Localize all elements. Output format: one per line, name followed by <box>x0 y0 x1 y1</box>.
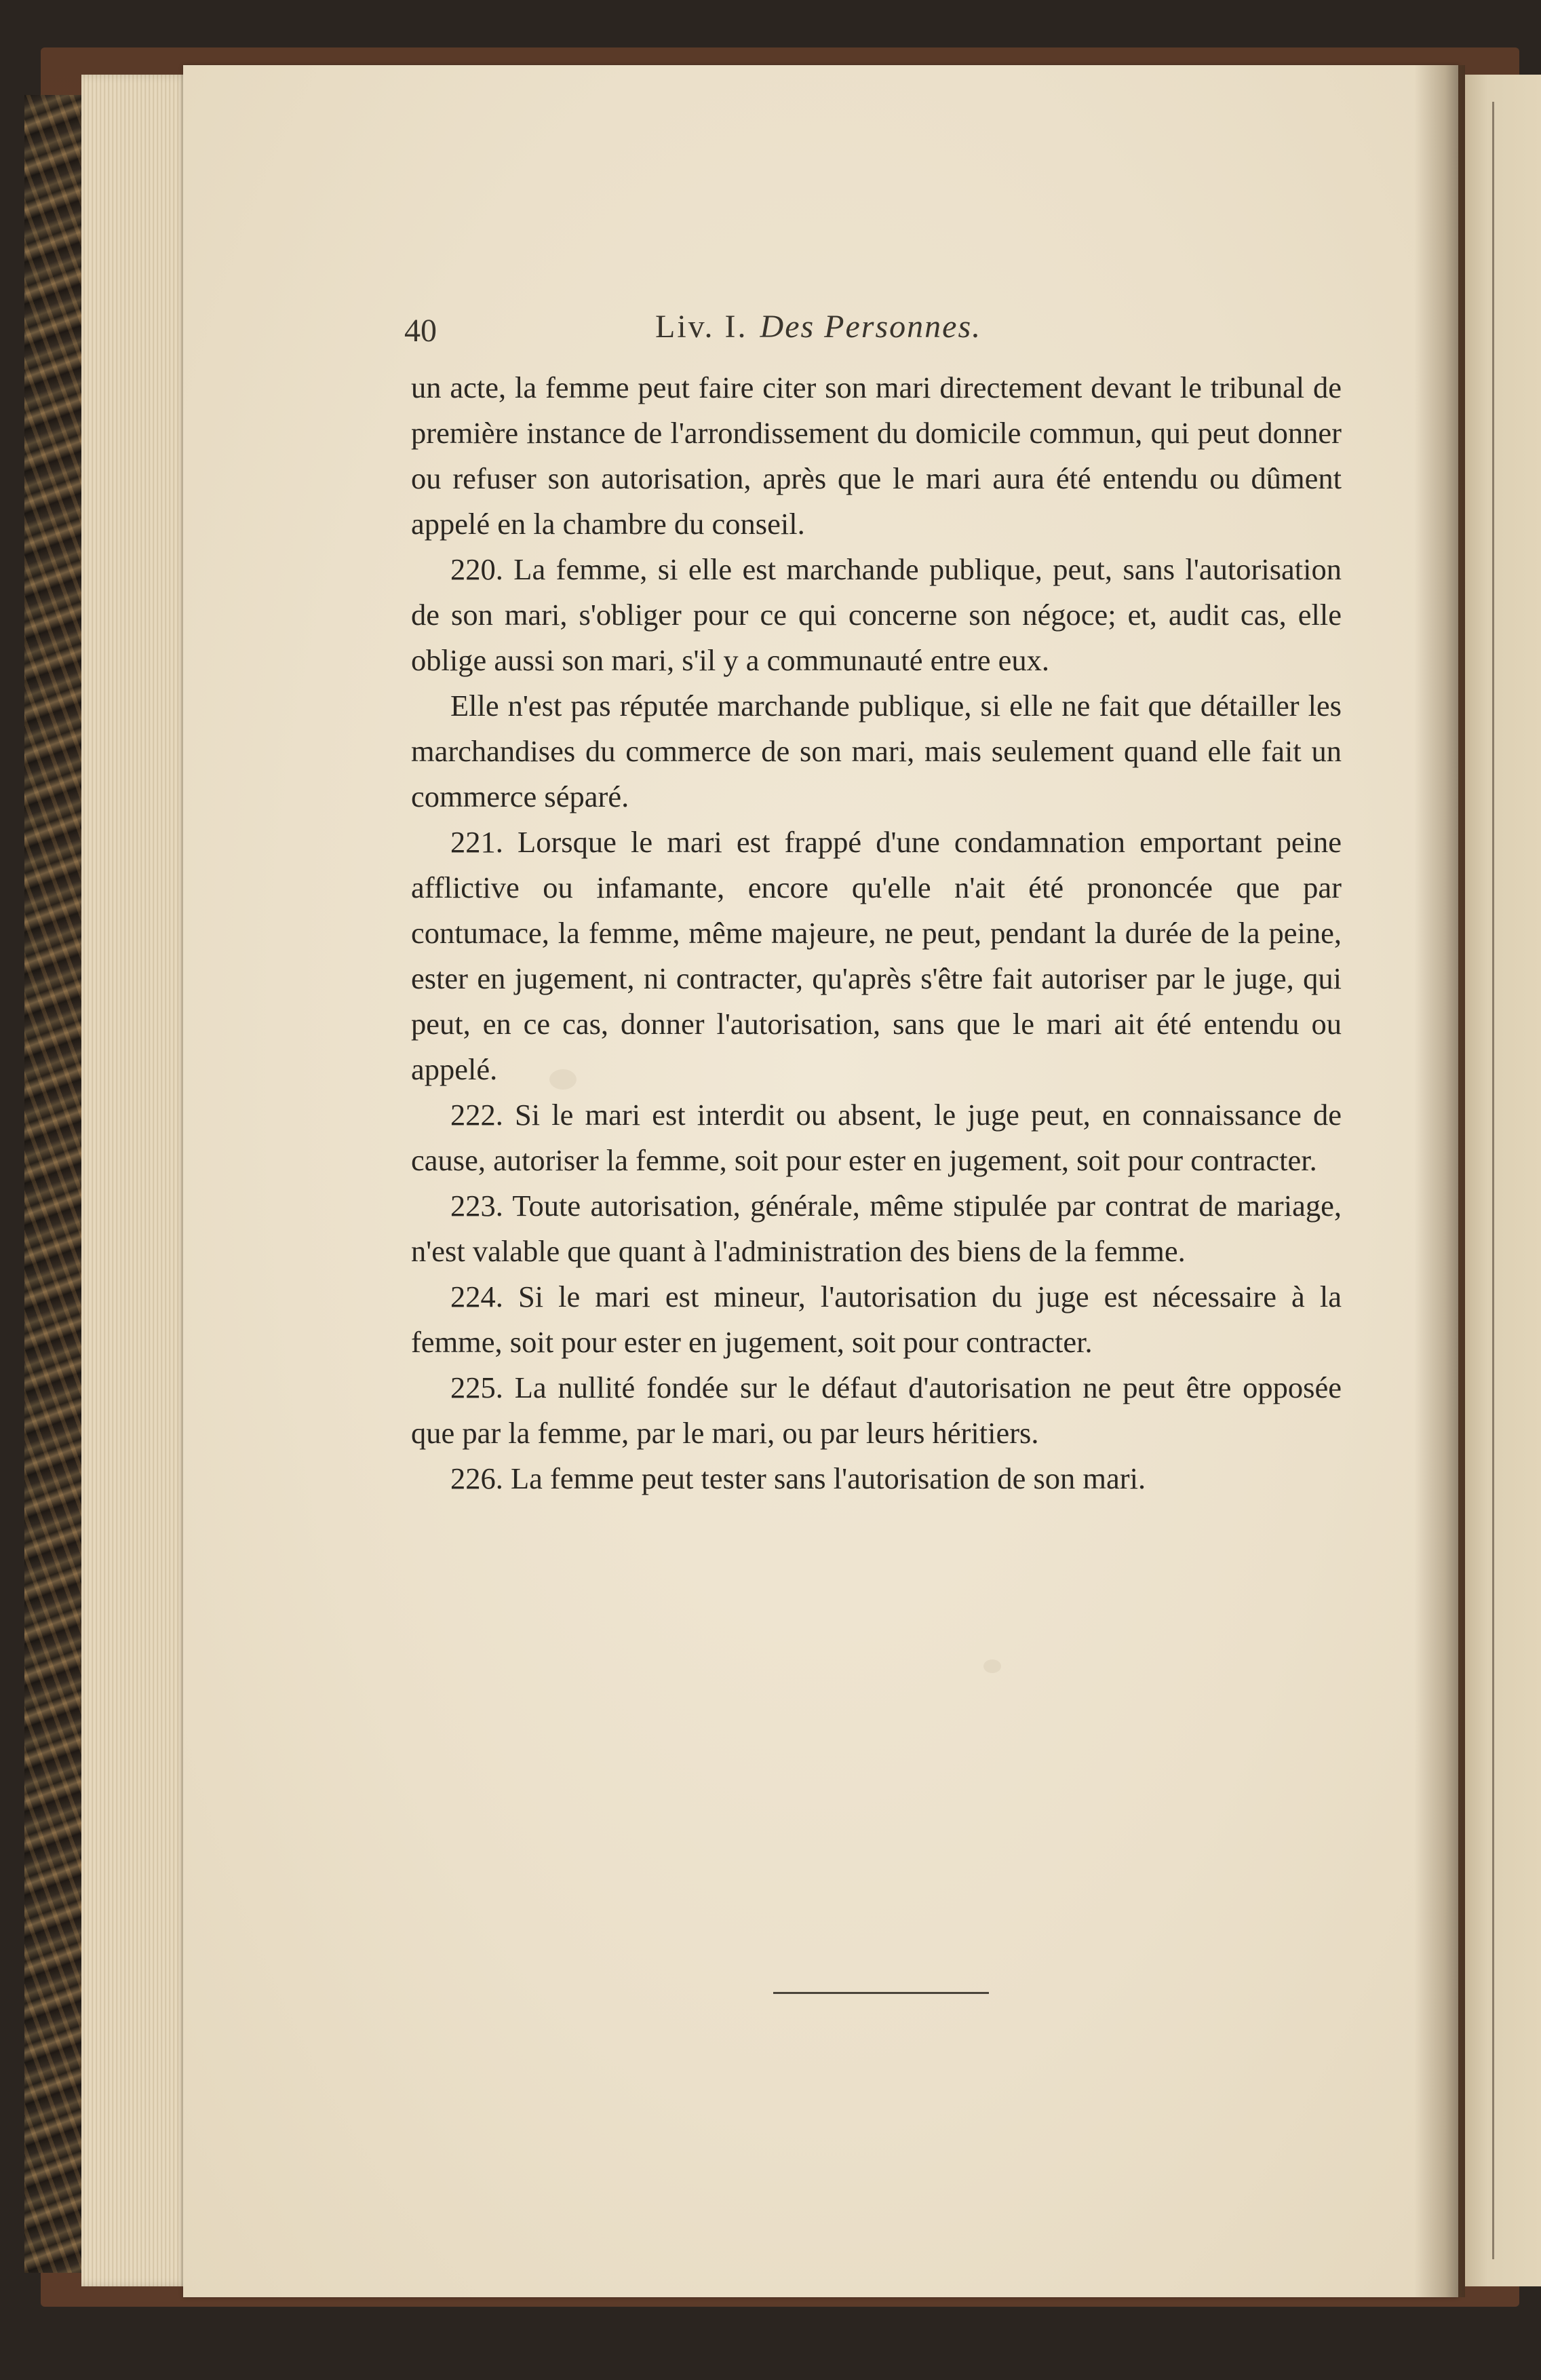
book-label: Liv. I. <box>655 309 748 345</box>
paper-spot <box>983 1659 1001 1673</box>
article-224: 224. Si le mari est mineur, l'autorisation du juge est nécessaire à la femme, soit pour ester en jugement, soit pour contracter. <box>411 1280 1342 1359</box>
page-number: 40 <box>404 313 437 349</box>
article-223: 223. Toute autorisation, générale, même stipulée par contrat de mariage, n'est valable que quant à l'administration des biens de la femme. <box>411 1189 1342 1268</box>
article-220-continued: Elle n'est pas réputée marchande publique, si elle ne fait que détailler les marchandises du commerce de son mari, mais seulement quand elle fait un commerce séparé. <box>411 689 1342 813</box>
article-225: 225. La nullité fondée sur le défaut d'autorisation ne peut être opposée que par la femme, par le mari, ou par leurs héritiers. <box>411 1370 1342 1450</box>
running-head <box>404 299 1342 353</box>
marbled-edge <box>24 95 85 2273</box>
gutter-shadow <box>1414 65 1465 2297</box>
page-content <box>404 299 1342 1501</box>
article-221: 221. Lorsque le mari est frappé d'une condamnation emportant peine afflictive ou infamante, encore qu'elle n'ait été prononcée que par contumace, la femme, même majeure, ne peut, pendant la durée de la peine, ester en jugement, ni contracter, qu'après s'être fait autoriser par le juge, qui peut, en ce cas, donner l'autorisation, sans que le mari ait été entendu ou appelé. <box>411 825 1342 1086</box>
paragraph-continuation: un acte, la femme peut faire citer son mari directement devant le tribunal de première instance de l'arrondissement du domicile commun, qui peut donner ou refuser son autorisation, après que le mari aura été entendu ou dûment appelé en la chambre du conseil. <box>411 370 1342 541</box>
page-block-edges <box>81 75 190 2286</box>
subject-label: Des Personnes. <box>760 309 982 345</box>
facing-page-edge <box>1465 75 1541 2286</box>
article-222: 222. Si le mari est interdit ou absent, le juge peut, en connaissance de cause, autoriser la femme, soit pour ester en jugement, soit pour contracter. <box>411 1098 1342 1177</box>
body-text <box>411 365 1342 1501</box>
end-rule <box>773 1992 989 1994</box>
article-226: 226. La femme peut tester sans l'autorisation de son mari. <box>450 1461 1146 1495</box>
running-title <box>655 308 981 345</box>
article-220: 220. La femme, si elle est marchande publique, peut, sans l'autorisation de son mari, s'obliger pour ce qui concerne son négoce; et, audit cas, elle oblige aussi son mari, s'il y a communauté entre eux. <box>411 552 1342 677</box>
